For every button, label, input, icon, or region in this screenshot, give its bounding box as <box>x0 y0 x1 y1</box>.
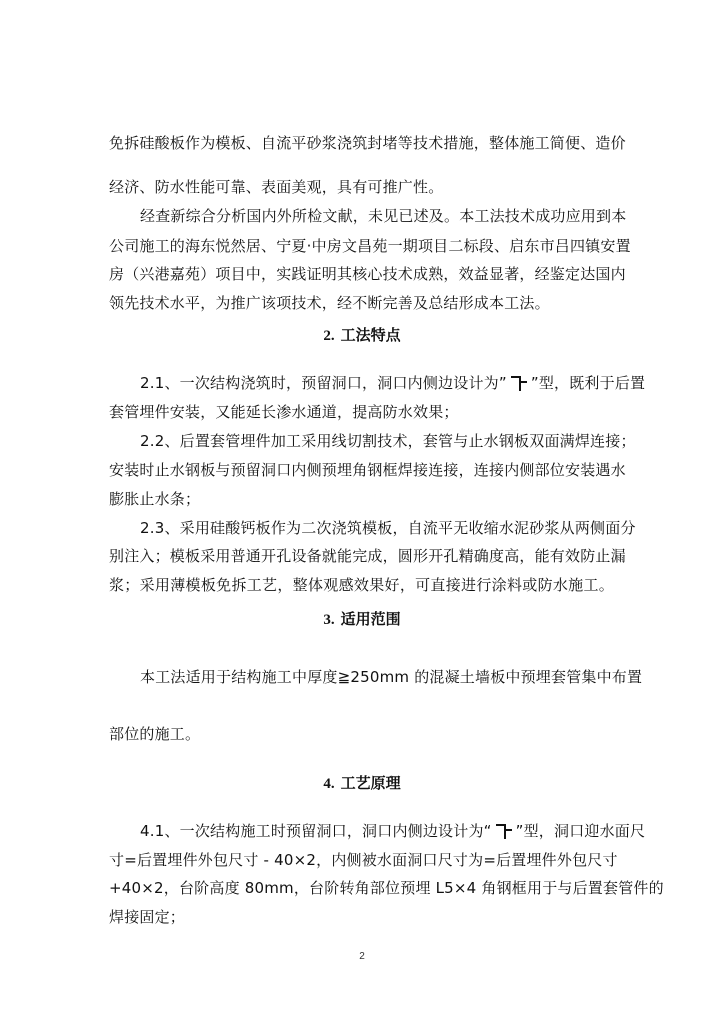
section-2-number: 2. <box>323 328 335 344</box>
section-4-title: 工艺原理 <box>340 774 401 792</box>
section-3-heading <box>0 608 724 631</box>
section-4-1-line-1 <box>140 820 646 842</box>
step-shape-icon <box>509 375 529 389</box>
section-4-number: 4. <box>323 776 335 792</box>
section-4-heading <box>0 772 724 795</box>
page-number: 2 <box>359 951 365 962</box>
section-3-number: 3. <box>323 612 335 628</box>
intro-line-6: 领先技术水平，为推广该项技术，经不断完善及总结形成本工法。 <box>109 294 550 312</box>
section-2-1-text-b: ”型，既利于后置 <box>530 374 646 392</box>
section-4-1-line-3: +40×2，台阶高度 80mm，台阶转角部位预埋 L5×4 角钢框用于与后置套管件的 <box>109 879 664 897</box>
intro-line-5: 房（兴港嘉苑）项目中，实践证明其核心技术成熟，效益显著，经鉴定达国内 <box>109 265 626 283</box>
section-3-line-2: 部位的施工。 <box>109 725 201 743</box>
section-2-3-line-3: 浆；采用薄模板免拆工艺，整体观感效果好，可直接进行涂料或防水施工。 <box>109 576 614 594</box>
intro-line-1: 免拆硅酸板作为模板、自流平砂浆浇筑封堵等技术措施，整体施工简便、造价 <box>109 134 626 152</box>
section-2-2-line-3: 膨胀止水条； <box>109 490 201 508</box>
section-2-2-line-1: 2.2、后置套管埋件加工采用线切割技术，套管与止水钢板双面满焊连接； <box>140 432 636 450</box>
section-2-2-line-2: 安装时止水钢板与预留洞口内侧预埋角钢框焊接连接，连接内侧部位安装遇水 <box>109 461 626 479</box>
intro-line-3: 经查新综合分析国内外所检文献，未见已述及。本工法技术成功应用到本 <box>140 207 627 225</box>
section-4-1-line-2: 寸=后置埋件外包尺寸 - 40×2，内侧被水面洞口尺寸为=后置埋件外包尺寸 <box>109 851 618 869</box>
intro-line-2: 经济、防水性能可靠、表面美观，具有可推广性。 <box>109 178 444 196</box>
section-2-3-line-2: 别注入；模板采用普通开孔设备就能完成，圆形开孔精确度高，能有效防止漏 <box>109 547 626 565</box>
section-4-1-line-4: 焊接固定； <box>109 908 186 926</box>
step-shape-icon <box>494 823 514 837</box>
section-2-1-line-2: 套管埋件安装，又能延长渗水通道，提高防水效果； <box>109 403 459 421</box>
section-2-heading <box>0 324 724 347</box>
intro-line-4: 公司施工的海东悦然居、宁夏·中房文昌苑一期项目二标段、启东市吕四镇安置 <box>109 237 631 255</box>
section-4-1-text-a: 4.1、一次结构施工时预留洞口，洞口内侧边设计为“ <box>140 822 492 840</box>
section-4-1-text-b: ”型，洞口迎水面尺 <box>515 822 646 840</box>
section-2-1-line-1 <box>140 372 646 394</box>
section-3-line-1: 本工法适用于结构施工中厚度≧250mm 的混凝土墙板中预埋套管集中布置 <box>140 668 643 686</box>
section-3-title: 适用范围 <box>340 610 401 628</box>
section-2-1-text-a: 2.1、一次结构浇筑时，预留洞口，洞口内侧边设计为” <box>140 374 507 392</box>
section-2-title: 工法特点 <box>340 326 401 344</box>
section-2-3-line-1: 2.3、采用硅酸钙板作为二次浇筑模板，自流平无收缩水泥砂浆从两侧面分 <box>140 519 636 537</box>
